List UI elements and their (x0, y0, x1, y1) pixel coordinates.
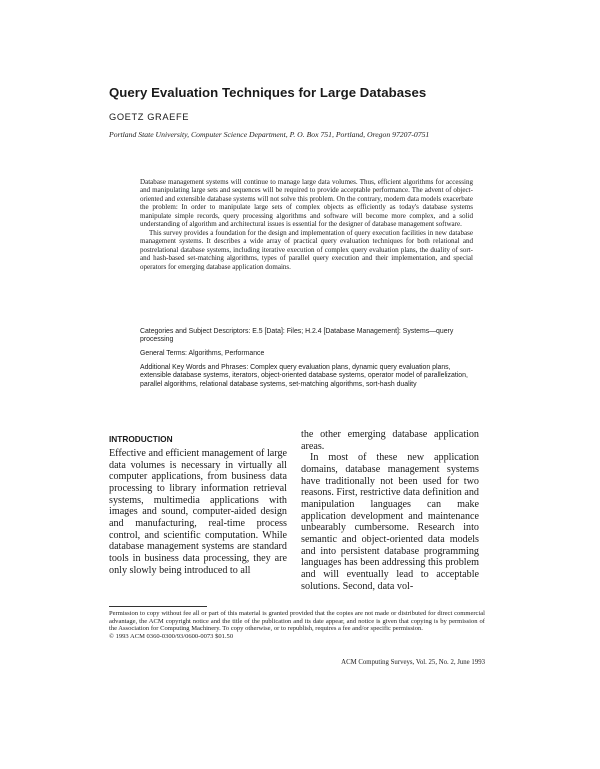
journal-footer: ACM Computing Surveys, Vol. 25, No. 2, June 1993 (341, 659, 485, 666)
abstract-paragraph: Database management systems will continue to manage large data volumes. Thus, efficient algorithms for accessing and manipulating large sets and sequences will be required to provide acceptable performance. The advent of object-oriented and extensible database systems will not solve this problem. On the contrary, modern data models exacerbate the problem: In order to manipulate large sets of complex objects as efficiently as today's database systems manipulate simple records, query processing algorithms and software will become more complex, and a solid understanding of algorithm and architectural issues is essential for the designer of database management software. (140, 178, 473, 229)
permission-text: Permission to copy without fee all or part of this material is granted provided that the copies are not made or distributed for direct commercial advantage, the ACM copyright notice and the title of the publication and its date appear, and notice is given that copying is by permission of the Association for Computing Machinery. To copy otherwise, or to republish, requires a fee and/or specific permission. (109, 610, 485, 633)
permission-notice (109, 610, 485, 641)
subject-descriptors: Categories and Subject Descriptors: E.5 [Data]: Files; H.2.4 [Database Management]: Systems—query processing (140, 328, 454, 344)
section-heading: INTRODUCTION (109, 434, 173, 444)
body-column-right (301, 429, 479, 592)
keywords: Additional Key Words and Phrases: Complex query evaluation plans, dynamic query evaluation plans, extensible database systems, iterators, object-oriented database systems, operator model of parallelization, parallel algorithms, relational database systems, set-matching algorithms, sort-hash duality (140, 364, 468, 388)
body-paragraph: the other emerging database application areas. (301, 429, 479, 452)
footnote-divider (109, 606, 207, 607)
author-affiliation: Portland State University, Computer Science Department, P. O. Box 751, Portland, Oregon 97207-0751 (109, 130, 430, 139)
body-column-left (109, 448, 287, 576)
author-name: GOETZ GRAEFE (109, 112, 190, 122)
paper-title: Query Evaluation Techniques for Large Databases (109, 85, 427, 100)
body-paragraph: Effective and efficient management of large data volumes is necessary in virtually all computer applications, from business data processing to library information retrieval systems, multimedia applications with images and sound, computer-aided design and manufacturing, real-time process control, and scientific computation. While database management systems are standard tools in business data processing, they are only slowly being introduced to all (109, 448, 287, 576)
body-paragraph: In most of these new application domains, database management systems have traditionally not been used for two reasons. First, restrictive data definition and manipulation languages can make application development and maintenance unbearably cumbersome. Research into semantic and object-oriented data models and into persistent database programming languages has been addressing this problem and will eventually lead to acceptable solutions. Second, data vol- (301, 452, 479, 592)
abstract-paragraph: This survey provides a foundation for the design and implementation of query execution facilities in new database management systems. It describes a wide array of practical query evaluation techniques for both relational and postrelational database systems, including iterative execution of complex query evaluation plans, the duality of sort- and hash-based set-matching algorithms, types of parallel query execution and their implementation, and special operators for emerging database application domains. (140, 228, 473, 271)
general-terms: General Terms: Algorithms, Performance (140, 350, 265, 357)
copyright-line: © 1993 ACM 0360-0300/93/0600-0073 $01.50 (109, 633, 234, 641)
abstract (140, 178, 473, 271)
